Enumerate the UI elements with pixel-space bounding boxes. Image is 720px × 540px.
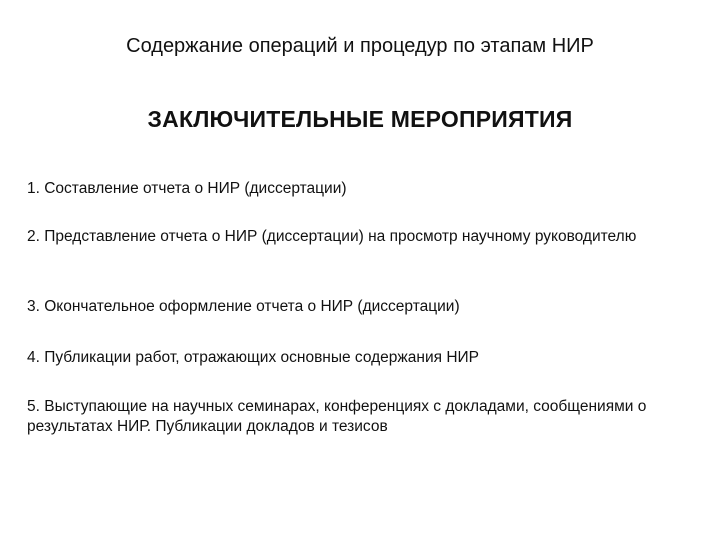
- list-item: 1. Составление отчета о НИР (диссертации): [27, 180, 347, 197]
- list-item: 3. Окончательное оформление отчета о НИР (диссертации): [27, 298, 460, 315]
- list-item: 5. Выступающие на научных семинарах, конференциях с докладами, сообщениями о результатах НИР. Публикации докладов и тезисов: [27, 398, 647, 435]
- list-item: 4. Публикации работ, отражающих основные содержания НИР: [27, 349, 479, 366]
- list-item: 2. Представление отчета о НИР (диссертации) на просмотр научному руководителю: [27, 228, 637, 245]
- section-heading: ЗАКЛЮЧИТЕЛЬНЫЕ МЕРОПРИЯТИЯ: [147, 106, 573, 132]
- page-title: Содержание операций и процедур по этапам НИР: [126, 35, 594, 57]
